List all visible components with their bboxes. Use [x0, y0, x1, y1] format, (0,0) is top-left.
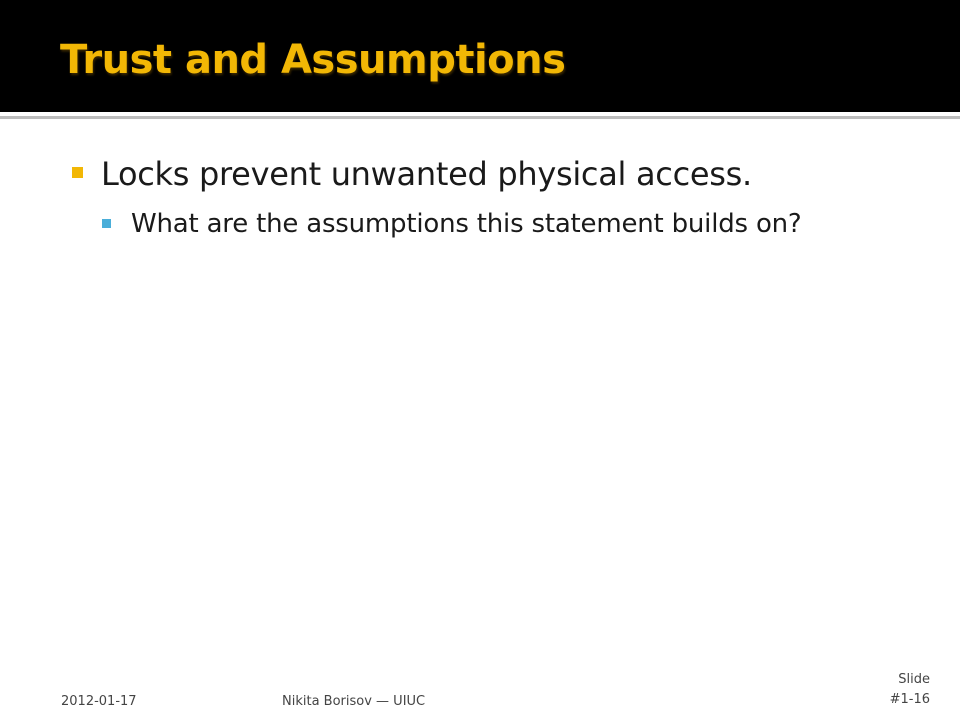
sub-bullet-text: What are the assumptions this statement builds on? [131, 209, 802, 239]
slide-title: Trust and Assumptions [60, 37, 566, 83]
square-bullet-icon [72, 167, 83, 178]
square-bullet-icon [102, 219, 111, 228]
slide-number: #1-16 [889, 692, 930, 707]
footer-slide-number [872, 670, 930, 710]
footer-author: Nikita Borisov — UIUC [282, 694, 426, 709]
title-bar [0, 0, 960, 112]
bullet-level-1 [72, 148, 892, 200]
footer-date: 2012-01-17 [61, 694, 137, 709]
bullet-text: Locks prevent unwanted physical access. [101, 155, 752, 193]
title-divider [0, 116, 960, 119]
slide-body [72, 148, 892, 242]
bullet-level-2 [102, 206, 851, 242]
slide-label: Slide [898, 672, 930, 687]
